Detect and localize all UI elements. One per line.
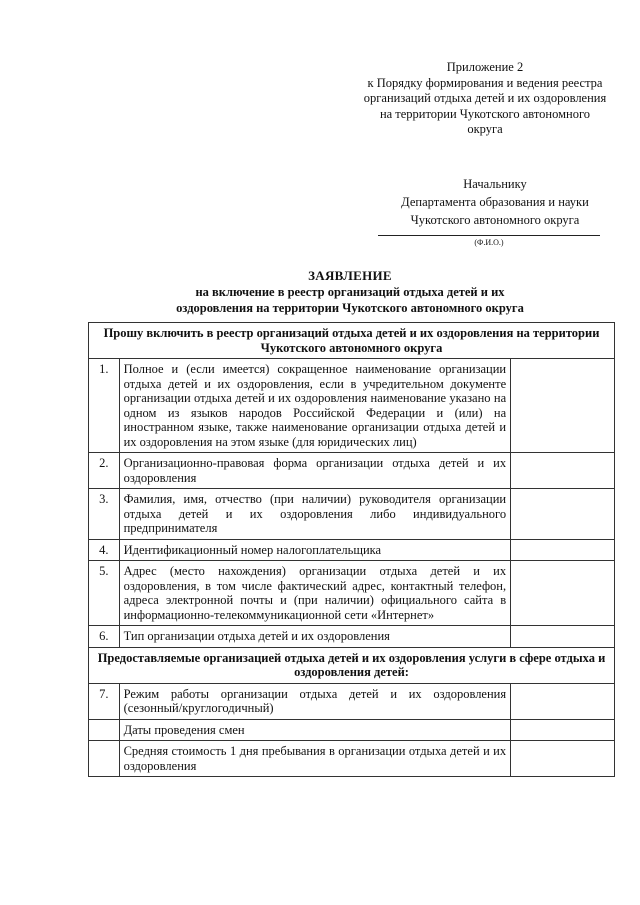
value-cell[interactable] [511, 489, 615, 540]
title-subtitle: на включение в реестр организаций отдыха детей и их [195, 285, 505, 299]
table-row [89, 719, 615, 741]
table-row [89, 453, 615, 489]
row-number: 4. [89, 539, 120, 561]
table-row [89, 489, 615, 540]
section-header-row [89, 323, 615, 359]
row-description: Полное и (если имеется) сокращенное наименование организации отдыха детей и их оздоровления, если в учредительном документе организации отдыха детей и их оздоровления наименование указано на одном из языков народов Российской Федерации и (или) на иностранном языке, также наименование организации отдыха детей и их оздоровления на этом языке (для юридических лиц) [119, 359, 511, 453]
row-description: Тип организации отдыха детей и их оздоровления [119, 626, 511, 648]
value-cell[interactable] [511, 626, 615, 648]
row-description: Идентификационный номер налогоплательщика [119, 539, 511, 561]
application-table [88, 322, 615, 777]
row-description: Даты проведения смен [119, 719, 511, 741]
row-description: Организационно-правовая форма организации отдыха детей и их оздоровления [119, 453, 511, 489]
section-header: Предоставляемые организацией отдыха детей и их оздоровления услуги в сфере отдыха и оздоровления детей: [89, 647, 615, 683]
table-row [89, 741, 615, 777]
name-fill-line[interactable] [378, 235, 600, 236]
row-number: 5. [89, 561, 120, 626]
row-description: Адрес (место нахождения) организации отдыха детей и их оздоровления, в том числе фактический адрес, контактный телефон, адреса электронной почты и (при наличии) официального сайта в информационно-телекоммуникационной сети «Интернет» [119, 561, 511, 626]
value-cell[interactable] [511, 453, 615, 489]
row-number: 1. [89, 359, 120, 453]
addressee-line: Начальнику [463, 177, 527, 191]
table-row [89, 561, 615, 626]
section-header: Прошу включить в реестр организаций отдыха детей и их оздоровления на территории Чукотского автономного округа [89, 323, 615, 359]
row-number: 6. [89, 626, 120, 648]
fio-caption: (Ф.И.О.) [474, 238, 504, 247]
addressee-line: Департамента образования и науки [401, 195, 589, 209]
title-subtitle: оздоровления на территории Чукотского автономного округа [176, 301, 524, 315]
value-cell[interactable] [511, 539, 615, 561]
table-row [89, 359, 615, 453]
row-number: 2. [89, 453, 120, 489]
row-number [89, 719, 120, 741]
value-cell[interactable] [511, 719, 615, 741]
appendix-line: Приложение 2 [446, 60, 524, 74]
row-number [89, 741, 120, 777]
addressee-line: Чукотского автономного округа [410, 213, 580, 227]
row-description: Средняя стоимость 1 дня пребывания в организации отдыха детей и их оздоровления [119, 741, 511, 777]
value-cell[interactable] [511, 683, 615, 719]
value-cell[interactable] [511, 741, 615, 777]
table-row [89, 683, 615, 719]
row-number: 3. [89, 489, 120, 540]
value-cell[interactable] [511, 359, 615, 453]
row-description: Режим работы организации отдыха детей и их оздоровления (сезонный/круглогодичный) [119, 683, 511, 719]
table-row [89, 626, 615, 648]
document-title [60, 268, 640, 316]
row-number: 7. [89, 683, 120, 719]
appendix-line: на территории Чукотского автономного [379, 106, 591, 121]
table-row [89, 539, 615, 561]
appendix-line: организаций отдыха детей и их оздоровления [363, 91, 607, 105]
appendix-line: округа [467, 122, 503, 136]
title-main: ЗАЯВЛЕНИЕ [308, 268, 392, 283]
section-header-row [89, 647, 615, 683]
addressee-block [380, 175, 610, 229]
row-description: Фамилия, имя, отчество (при наличии) руководителя организации отдыха детей и их оздоровления либо индивидуального предпринимателя [119, 489, 511, 540]
value-cell[interactable] [511, 561, 615, 626]
appendix-header [330, 60, 640, 138]
appendix-line: к Порядку формирования и ведения реестра [367, 75, 603, 90]
